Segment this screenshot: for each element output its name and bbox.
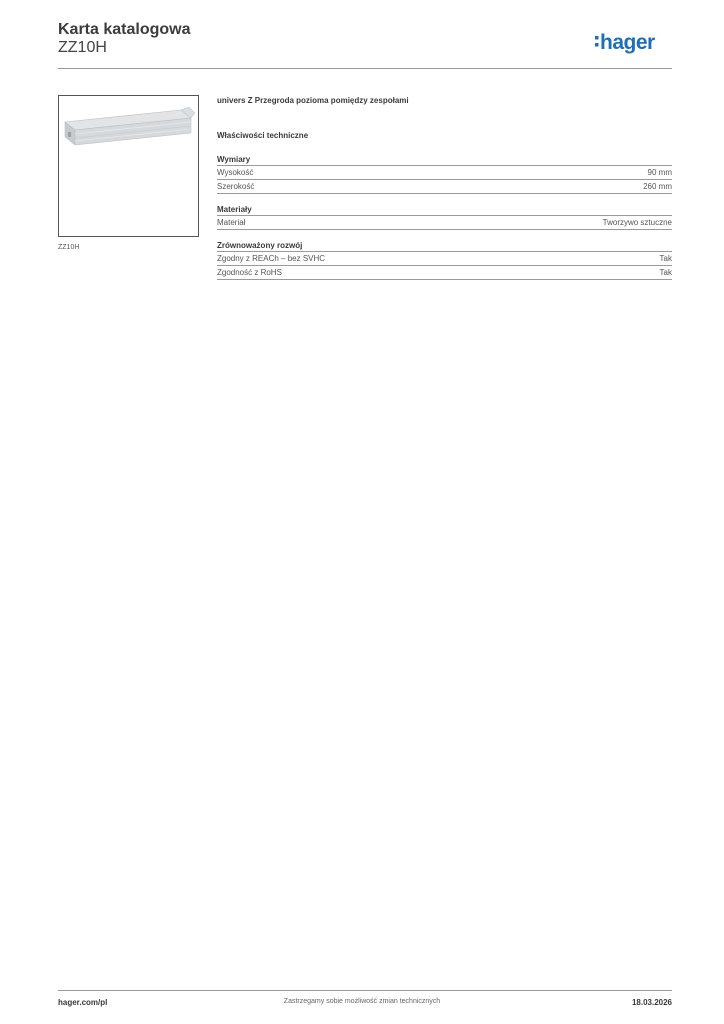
- product-details: [217, 95, 672, 290]
- property-label: Szerokość: [217, 182, 255, 191]
- property-label: Wysokość: [217, 168, 254, 177]
- brand-wordmark: hager: [600, 31, 655, 54]
- property-group-materials: [217, 204, 672, 230]
- page-title: Karta katalogowa: [58, 21, 191, 38]
- footer-divider: [58, 990, 672, 991]
- property-value: 90 mm: [647, 168, 672, 177]
- property-row: [217, 266, 672, 280]
- property-label: Zgodność z RoHS: [217, 268, 282, 277]
- property-row: [217, 166, 672, 180]
- property-value: Tworzywo sztuczne: [602, 218, 672, 227]
- footer-website-link[interactable]: hager.com/pl: [58, 998, 108, 1007]
- group-title: Zrównoważony rozwój: [217, 240, 672, 252]
- image-caption: ZZ10H: [58, 244, 80, 251]
- product-image: [58, 95, 199, 237]
- property-row: [217, 216, 672, 230]
- group-title: Wymiary: [217, 154, 672, 166]
- property-group-dimensions: [217, 154, 672, 194]
- product-photo: [59, 96, 198, 236]
- footer-date: 18.03.2026: [631, 998, 672, 1007]
- property-value: 260 mm: [643, 182, 672, 191]
- property-value: Tak: [659, 254, 672, 263]
- property-row: [217, 180, 672, 194]
- property-group-sustainability: [217, 240, 672, 280]
- technical-properties-heading: Właściwości techniczne: [217, 131, 309, 140]
- footer-disclaimer: Zastrzegamy sobie możliwość zmian technicznych: [283, 998, 441, 1005]
- property-value: Tak: [659, 268, 672, 277]
- property-row: [217, 252, 672, 266]
- group-title: Materiały: [217, 204, 672, 216]
- property-label: Materiał: [217, 218, 246, 227]
- hager-logo: [594, 28, 674, 56]
- property-label: Zgodny z REACh – bez SVHC: [217, 254, 326, 263]
- product-description: univers Z Przegroda pozioma pomiędzy zespołami: [217, 96, 409, 105]
- product-code: ZZ10H: [58, 39, 107, 56]
- header-divider: [58, 68, 672, 69]
